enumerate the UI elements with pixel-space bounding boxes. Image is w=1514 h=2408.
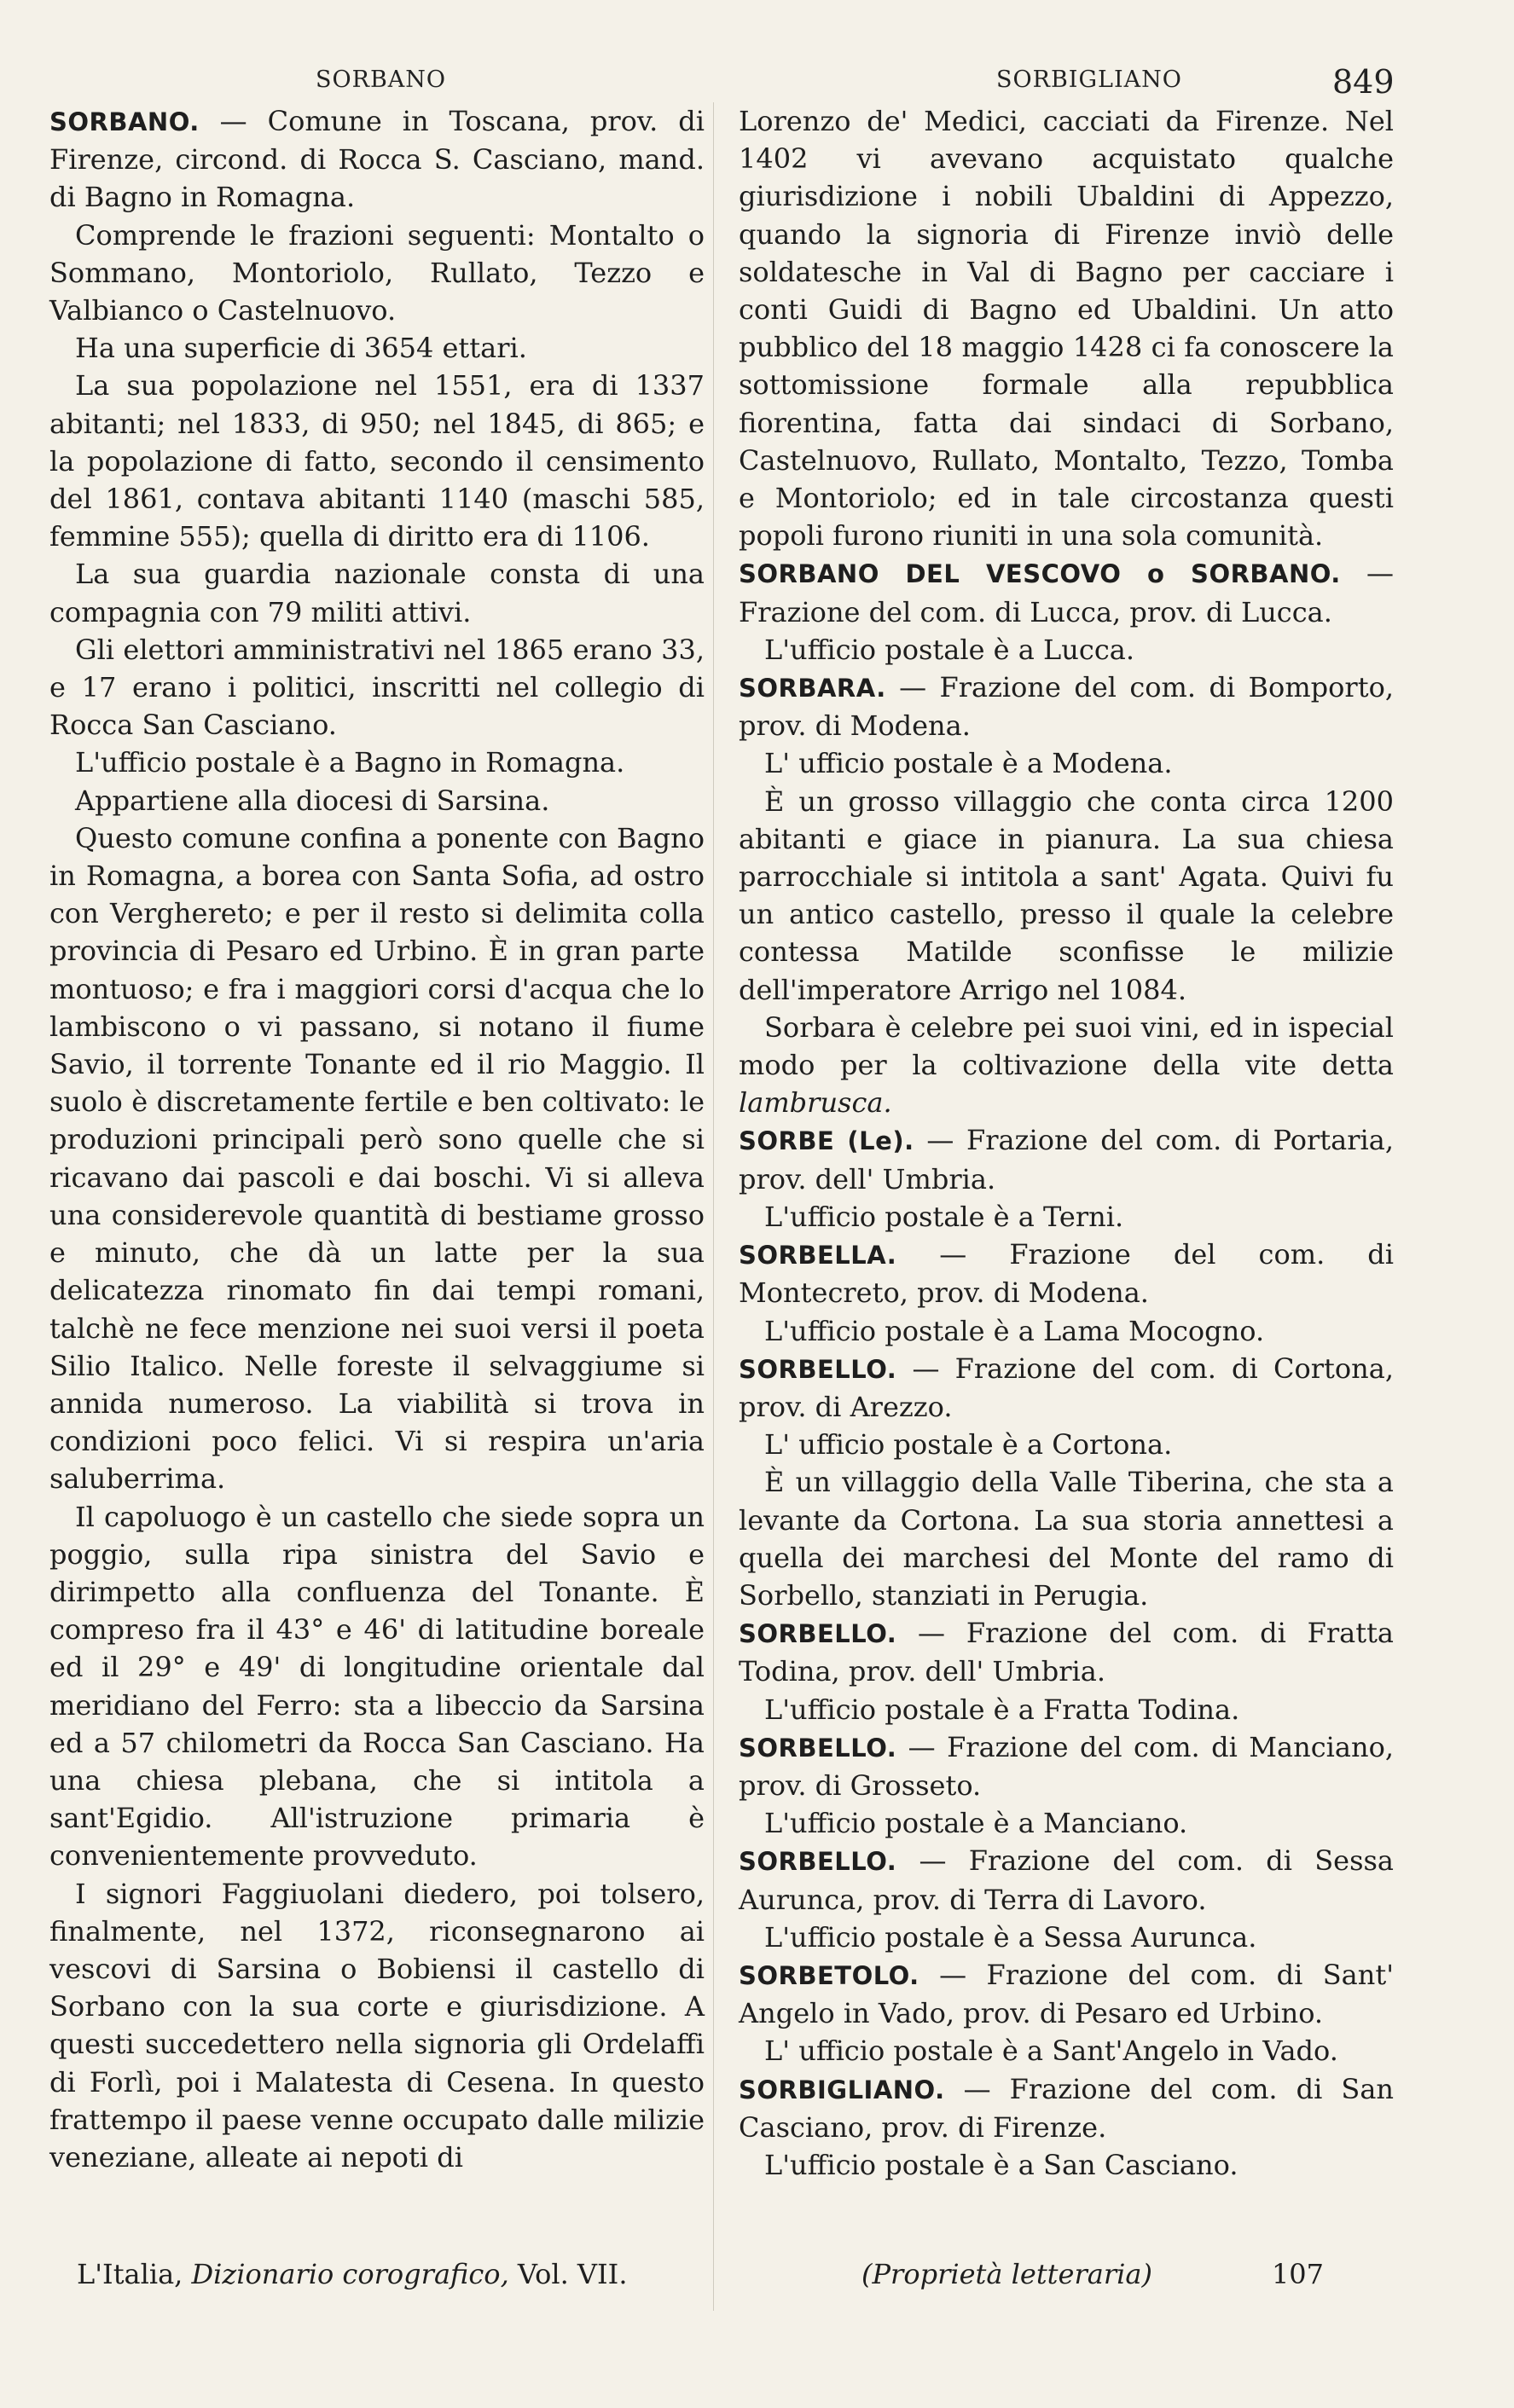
postal-office-line: L'ufficio postale è a Terni.: [764, 1200, 1124, 1233]
entry-definition: — Frazione del com. di Fratta Todina, prov. dell' Umbria.: [739, 1617, 1394, 1688]
entry-headword: SORBELLO.: [739, 1619, 897, 1649]
paragraph: [739, 1009, 1394, 1122]
postal-office-line: L'ufficio postale è a San Casciano.: [764, 2148, 1238, 2181]
entry-headword: SORBETOLO.: [739, 1960, 919, 1990]
footer-signature: 107: [1271, 2258, 1325, 2290]
running-header-right: SORBIGLIANO: [996, 67, 1182, 93]
paragraph-continuation: Lorenzo de' Medici, cacciati da Firenze. Nel 1402 vi avevano acquistato qualche giurisdizione i nobili Ubaldini di Appezzo, quando la signoria di Firenze inviò delle soldatesche in Val di Bagno per cacciare i conti Guidi di Bagno ed Ubaldini. Un atto pubblico del 18 maggio 1428 ci fa conoscere la sottomissione formale alla repubblica fiorentina, fatta dai sindaci di Sorbano, Castelnuovo, Rullato, Montalto, Tezzo, Tomba e Montoriolo; ed in tale circostanza questi popoli furono riuniti in una sola comunità.: [739, 105, 1394, 553]
entry-headword: SORBELLO.: [739, 1354, 897, 1384]
postal-office-line: L' ufficio postale è a Sant'Angelo in Vado.: [764, 2035, 1338, 2068]
entry-definition: — Frazione del com. di Cortona, prov. di Arezzo.: [739, 1352, 1394, 1423]
entry-sorbella: [739, 1236, 1394, 1311]
paragraph: L'ufficio postale è a Bagno in Romagna.: [75, 746, 625, 779]
entry-definition: — Frazione del com. di Manciano, prov. di Grosseto.: [739, 1730, 1394, 1802]
entry-headword: SORBE (Le).: [739, 1126, 914, 1156]
entry-headword: SORBELLO.: [739, 1847, 897, 1877]
paragraph: È un grosso villaggio che conta circa 1200 abitanti e giace in pianura. La sua chiesa parrocchiale si intitola a sant' Agata. Quivi fu un antico castello, presso il quale la celebre contessa Matilde sconfisse le milizie dell'imperatore Arrigo nel 1084.: [739, 784, 1394, 1006]
entry-headword: SORBIGLIANO.: [739, 2075, 945, 2104]
entry-sorbello-sessa: [739, 1842, 1394, 1918]
entry-sorbe: [739, 1121, 1394, 1197]
paragraph: Il capoluogo è un castello che siede sopra un poggio, sulla ripa sinistra del Savio e dirimpetto alla confluenza del Tonante. È compreso fra il 43° e 46' di latitudine boreale ed il 29° e 49' di longitudine orientale dal meridiano del Ferro: sta a libeccio da Sarsina ed a 57 chilometri da Rocca San Casciano. Ha una chiesa plebana, che si intitola a sant'Egidio. All'istruzione primaria è convenientemente provveduto.: [49, 1500, 705, 1873]
entry-definition: — Frazione del com. di Montecreto, prov. di Modena.: [739, 1238, 1394, 1310]
entry-sorbano: [49, 102, 705, 217]
postal-office-line: L' ufficio postale è a Cortona.: [764, 1428, 1173, 1462]
page-number: 849: [1332, 63, 1395, 101]
entry-sorbello-cortona: [739, 1350, 1394, 1426]
paragraph: I signori Faggiuolani diedero, poi tolsero, finalmente, nel 1372, riconsegnarono ai vescovi di Sarsina o Bobiensi il castello di Sorbano con la sua corte e giurisdizione. A questi succedettero nella signoria gli Ordelaffi di Forlì, poi i Malatesta di Cesena. In questo frattempo il paese venne occupato dalle milizie veneziane, alleate ai nepoti di: [49, 1877, 705, 2174]
postal-office-line: L'ufficio postale è a Lama Mocogno.: [764, 1314, 1265, 1347]
footer-work: Dizionario corografico,: [191, 2258, 509, 2290]
postal-office-line: L'ufficio postale è a Manciano.: [764, 1807, 1188, 1840]
paragraph: Appartiene alla diocesi di Sarsina.: [75, 784, 550, 817]
entry-headword: SORBANO DEL VESCOVO o SORBANO.: [739, 559, 1341, 589]
entry-sorbara: [739, 669, 1394, 744]
footer-title: L'Italia,: [77, 2258, 192, 2290]
paragraph: Questo comune confina a ponente con Bagno in Romagna, a borea con Santa Sofia, ad ostro con Verghereto; e per il resto si delimita colla provincia di Pesaro ed Urbino. È in gran parte montuoso; e fra i maggiori corsi d'acqua che lo lambiscono o vi passano, si notano il fiume Savio, il torrente Tonante ed il rio Maggio. Il suolo è discretamente fertile e ben coltivato: le produzioni principali però sono quelle che si ricavano dai pascoli e dai boschi. Vi si alleva una considerevole quantità di bestiame grosso e minuto, che dà un latte per la sua delicatezza rinomato fin dai tempi romani, talchè ne fece menzione nei suoi versi il poeta Silio Italico. Nelle foreste il selvaggiume si annida numeroso. La viabilità si trova in condizioni poco felici. Vi si respira un'aria saluberrima.: [49, 821, 705, 1496]
entry-definition: — Comune in Toscana, prov. di Firenze, circond. di Rocca S. Casciano, mand. di Bagno in Romagna.: [49, 105, 705, 214]
italic-term: lambrusca.: [739, 1086, 892, 1120]
right-column: [739, 102, 1394, 2184]
entry-sorbello-manciano: [739, 1728, 1394, 1804]
entry-definition: — Frazione del com. di Sant' Angelo in Vado, prov. di Pesaro ed Urbino.: [739, 1958, 1394, 2030]
entry-definition: — Frazione del com. di Sessa Aurunca, prov. di Terra di Lavoro.: [739, 1844, 1394, 1916]
entry-definition: — Frazione del com. di Portaria, prov. dell' Umbria.: [739, 1124, 1394, 1195]
entry-definition: — Frazione del com. di Lucca, prov. di Lucca.: [739, 557, 1394, 628]
entry-definition: — Frazione del com. di Bomporto, prov. di Modena.: [739, 671, 1394, 743]
paragraph-text: Sorbara è celebre pei suoi vini, ed in ispecial modo per la coltivazione della vite detta: [739, 1010, 1394, 1082]
paragraph: La sua popolazione nel 1551, era di 1337 abitanti; nel 1833, di 950; nel 1845, di 865; e la popolazione di fatto, secondo il censimento del 1861, contava abitanti 1140 (maschi 585, femmine 555); quella di diritto era di 1106.: [49, 369, 705, 553]
footer-rights: [861, 2258, 1339, 2290]
footer-volume: Vol. VII.: [508, 2258, 628, 2290]
paragraph: La sua guardia nazionale consta di una compagnia con 79 militi attivi.: [49, 558, 705, 628]
running-header-left: SORBANO: [316, 67, 447, 93]
postal-office-line: L'ufficio postale è a Fratta Todina.: [764, 1693, 1240, 1726]
column-divider: [713, 102, 714, 2311]
entry-headword: SORBARA.: [739, 674, 886, 703]
footer-copyright: (Proprietà letteraria): [861, 2258, 1152, 2290]
paragraph: Ha una superficie di 3654 ettari.: [75, 332, 527, 365]
paragraph: Gli elettori amministrativi nel 1865 erano 33, e 17 erano i politici, inscritti nel collegio di Rocca San Casciano.: [49, 633, 705, 742]
postal-office-line: L'ufficio postale è a Sessa Aurunca.: [764, 1920, 1257, 1954]
entry-sorbetolo: [739, 1956, 1394, 2032]
entry-headword: SORBANO.: [49, 107, 200, 136]
entry-sorbano-del-vescovo: [739, 554, 1394, 630]
postal-office-line: L'ufficio postale è a Lucca.: [764, 633, 1134, 666]
postal-office-line: L' ufficio postale è a Modena.: [764, 747, 1173, 780]
entry-sorbello-fratta-todina: [739, 1614, 1394, 1690]
entry-definition: — Frazione del com. di San Casciano, prov. di Firenze.: [739, 2072, 1394, 2144]
entry-headword: SORBELLA.: [739, 1241, 897, 1271]
footer-publication: [77, 2258, 708, 2290]
entry-headword: SORBELLO.: [739, 1733, 897, 1763]
paragraph: È un villaggio della Valle Tiberina, che sta a levante da Cortona. La sua storia annettesi a quella dei marchesi del Monte del ramo di Sorbello, stanziati in Perugia.: [739, 1466, 1394, 1612]
paragraph: Comprende le frazioni seguenti: Montalto o Sommano, Montoriolo, Rullato, Tezzo e Valbianco o Castelnuovo.: [49, 218, 705, 327]
entry-sorbigliano: [739, 2070, 1394, 2146]
left-column: [49, 102, 705, 2176]
